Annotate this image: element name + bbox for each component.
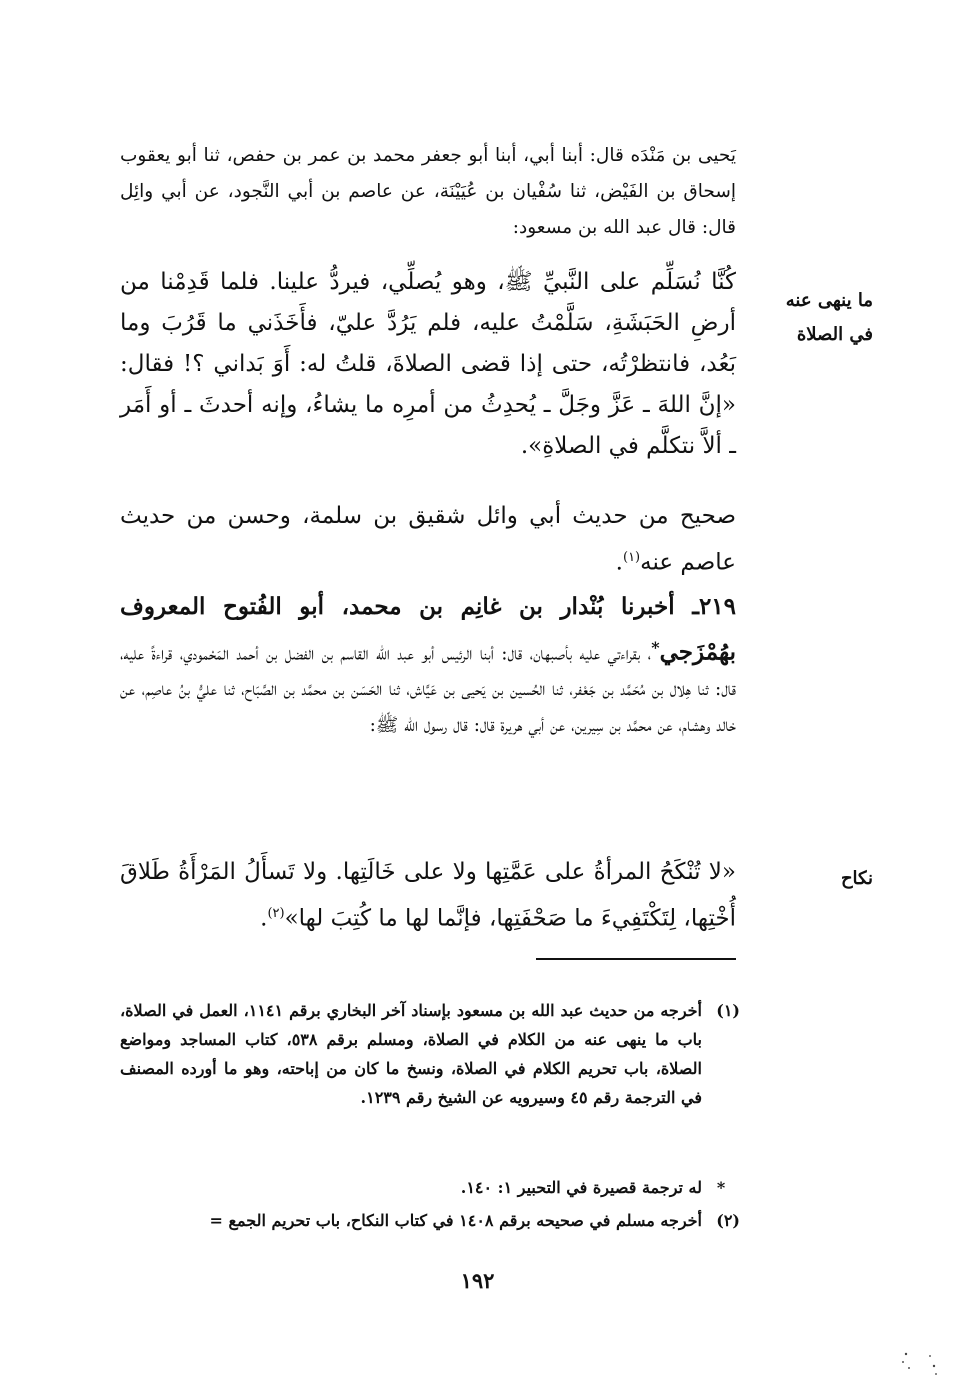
margin-note-prayer: ما ينهى عنه في الصلاة <box>785 290 873 345</box>
grading-text: صحيح من حديث أبي وائل شقيق بن سلمة، وحسن من حديث عاصم عنه <box>120 503 736 576</box>
footnote-divider <box>536 958 736 960</box>
sanad-continued: يَحيى بن مَنْدَه قال: أبنا أبي، أبنا أبو جعفر محمد بن عمر بن حفص، ثنا أبو يعقوب إسحاق بن الفَيْض، ثنا سُفْيان بن عُيَيْنَة، عن عاصم بن أبي النَّجود، عن أبي وائِل قال: قال عبد الله بن مسعود: <box>120 145 736 238</box>
footnote-2-number: (٢) <box>716 1211 740 1230</box>
margin-note-marriage: نكاح <box>840 868 873 889</box>
footnote-ref-2: (٢) <box>267 906 285 921</box>
footnote-star-marker: * <box>716 1178 726 1197</box>
hadith-219-marker: * <box>651 638 660 657</box>
hadith-219-matn: «لا تُنْكَحُ المرأةُ على عَمَّتِها ولا على خَالَتِها. ولا تَسأَلُ المَرْأَةُ طَلاقَ أُخْتِها، لِتَكْتَفِيءَ ما صَحْفَتِها، فإنَّما لها ما كُتِبَ لها» <box>120 859 736 932</box>
hadith-219-text: «لا تُنْكَحُ المرأةُ على عَمَّتِها ولا على خَالَتِها. ولا تَسأَلُ المَرْأَةُ طَلاقَ أُخْتِها، لِتَكْتَفِيءَ ما صَحْفَتِها، فإنَّما لها ما كُتِبَ لها»$^{(٢)}$. <box>120 859 736 932</box>
hadith-text-ibn-masud: كُنَّا نُسَلِّم على النَّبيِّ ﷺ، وهو يُصلِّي، فيردُّ علينا. فلما قَدِمْنا من أرضِ الحَبَشَةِ، سَلَّمْتُ عليه، فلم يَرُدَّ عليّ، فأَخَذَني ما قَرُبَ وما بَعُد، فانتظرْتُه، حتى إذا قضى الصلاةَ، قلتُ له: أَوَ بَداني ؟! فقال: «إنَّ اللهَ ـ عَزَّ وجَلَّ ـ يُحدِثُ من أمرِه ما يشاءُ، وإنه أحدثَ ـ أو أَمَر ـ ألاَّ نتكلَّم في الصلاةِ». <box>120 269 736 459</box>
footnote-ref-1: (١) <box>622 550 641 565</box>
footnote-2-text: أخرجه مسلم في صحيحه برقم ١٤٠٨ في كتاب النكاح، باب تحريم الجمع = <box>209 1211 702 1230</box>
footnote-star-text: له ترجمة قصيرة في التحبير ١: ١٤٠. <box>460 1178 702 1197</box>
hadith-219-opening: ٢١٩ـ أخبرنا بُنْدار بن غانِم بن محمد، أبو الفُتوح المعروف بهُمْزَجي <box>120 593 736 666</box>
scan-specks <box>900 1350 940 1380</box>
footnote-1-number: (١) <box>716 1001 740 1020</box>
hadith-219 <box>120 586 736 744</box>
hadith-grading: صحيح من حديث أبي وائل شقيق بن سلمة، وحسن من حديث عاصم عنه$^{(١)}$. <box>120 503 736 576</box>
footnote-2 <box>120 1206 740 1235</box>
footnote-1 <box>120 996 740 1112</box>
footnote-star <box>120 1173 740 1202</box>
page-number: ١٩٢ <box>460 1268 495 1293</box>
hadith-219-sanad: ، بقراءتي عليه بأصبهان، قال: أبنا الرئيس أبو عبد الله القاسم بن الفضل بن أحمد المَحْمودي، قراءةً عليه، قال: ثنا هِلال بن مُحَمَّد بن جَعْفر، ثنا الحُسين بن يَحيى بن عَيَّاش، ثنا الحَسَن بن محمَّد بن الصَّبَاح، ثنا عليُّ بنُ عاصِم، عن خالد وهشام، عن محمَّد بن سِيرين، عن أبي هريرة قال: قال رسول الله ﷺ: <box>120 643 736 737</box>
footnote-1-text: أخرجه من حديث عبد الله بن مسعود بإسناد آخر البخاري برقم ١١٤١، العمل في الصلاة، باب ما ينهى عنه من الكلام في الصلاة، ومسلم برقم ٥٣٨، كتاب المساجد ومواضع الصلاة، باب تحريم الكلام في الصلاة، ونسخ ما كان من إباحته، وهو ما أورده المصنف في الترجمة رقم ٤٥ وسيرويه عن الشيخ رقم ١٢٣٩. <box>120 1001 703 1107</box>
